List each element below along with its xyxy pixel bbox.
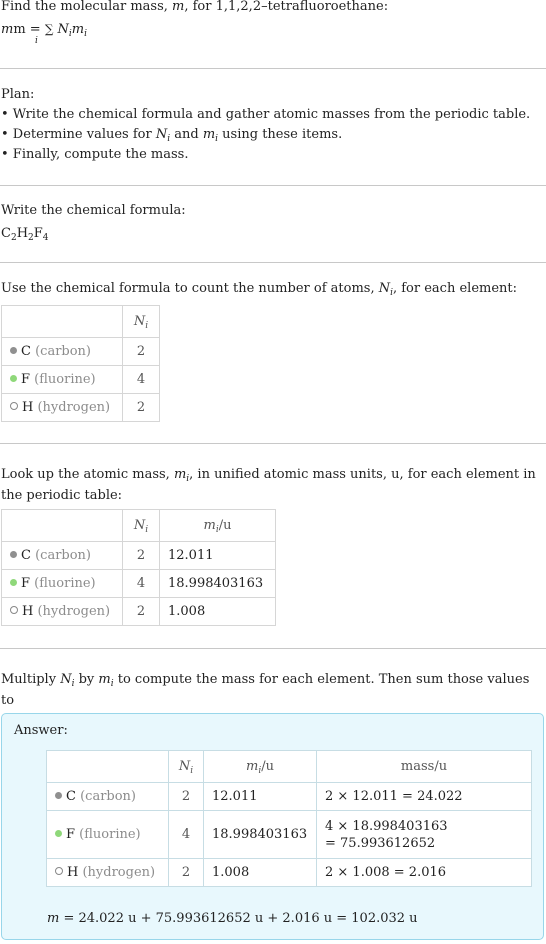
table-row: F (fluorine) 4 18.998403163 [2, 570, 276, 598]
count-text: Use the chemical formula to count the number of atoms, $N_i$, for each element: [1, 281, 518, 298]
divider [0, 648, 546, 649]
divider [0, 185, 546, 186]
answer-result: m = 24.022 u + 75.993612652 u + 2.016 u = 102.032 u [47, 911, 418, 926]
carbon-dot-icon [55, 792, 62, 799]
fluorine-dot-icon [10, 579, 17, 586]
fluorine-dot-icon [10, 375, 17, 382]
multiply-text: Multiply $N_i$ by $m_i$ to compute the mass for each element. Then sum those values to [1, 672, 530, 708]
header-mass: mass/u [317, 751, 532, 783]
intro-question: Find the molecular mass, m, for 1,1,2,2–tetrafluoroethane: [1, 0, 389, 14]
table-row: F (fluorine) 4 18.998403163 4 × 18.998403163 = 75.993612652 [47, 811, 532, 859]
header-N: $N_i$ [169, 751, 204, 783]
answer-box [1, 713, 544, 940]
hydrogen-dot-icon [10, 402, 18, 410]
plan-item-1: • Write the chemical formula and gather atomic masses from the periodic table. [1, 107, 531, 122]
header-N: $N_i$ [123, 510, 160, 542]
plan-item-2: • Determine values for $N_i$ and $m_i$ using these items. [1, 127, 343, 144]
hydrogen-dot-icon [10, 606, 18, 614]
carbon-dot-icon [10, 347, 17, 354]
lookup-text: Look up the atomic mass, $m_i$, in unified atomic mass units, u, for each element in the periodic table: [1, 467, 536, 503]
carbon-dot-icon [10, 551, 17, 558]
table-row: C (carbon) 2 [2, 338, 160, 366]
chemical-formula: $C_2H_2F_4$ [1, 226, 49, 243]
header-N: $N_i$ [123, 306, 160, 338]
formula-title: Write the chemical formula: [1, 203, 186, 218]
lookup-table [1, 509, 276, 626]
table-row: C (carbon) 2 12.011 2 × 12.011 = 24.022 [47, 783, 532, 811]
divider [0, 443, 546, 444]
sum-index: i [35, 36, 38, 46]
intro-formula: mm = ∑ $N_im_i$ [1, 22, 88, 39]
answer-label: Answer: [14, 723, 68, 738]
table-row: C (carbon) 2 12.011 [2, 542, 276, 570]
divider [0, 68, 546, 69]
table-row: H (hydrogen) 2 [2, 394, 160, 422]
table-row: H (hydrogen) 2 1.008 [2, 598, 276, 626]
plan-item-3: • Finally, compute the mass. [1, 147, 189, 162]
header-m: $m_i/u$ [160, 510, 276, 542]
table-row: H (hydrogen) 2 1.008 2 × 1.008 = 2.016 [47, 859, 532, 887]
count-table [1, 305, 160, 422]
plan-title: Plan: [1, 87, 35, 102]
answer-table [46, 750, 532, 887]
fluorine-dot-icon [55, 830, 62, 837]
table-row: F (fluorine) 4 [2, 366, 160, 394]
hydrogen-dot-icon [55, 867, 63, 875]
header-m: $m_i/u$ [204, 751, 317, 783]
divider [0, 262, 546, 263]
